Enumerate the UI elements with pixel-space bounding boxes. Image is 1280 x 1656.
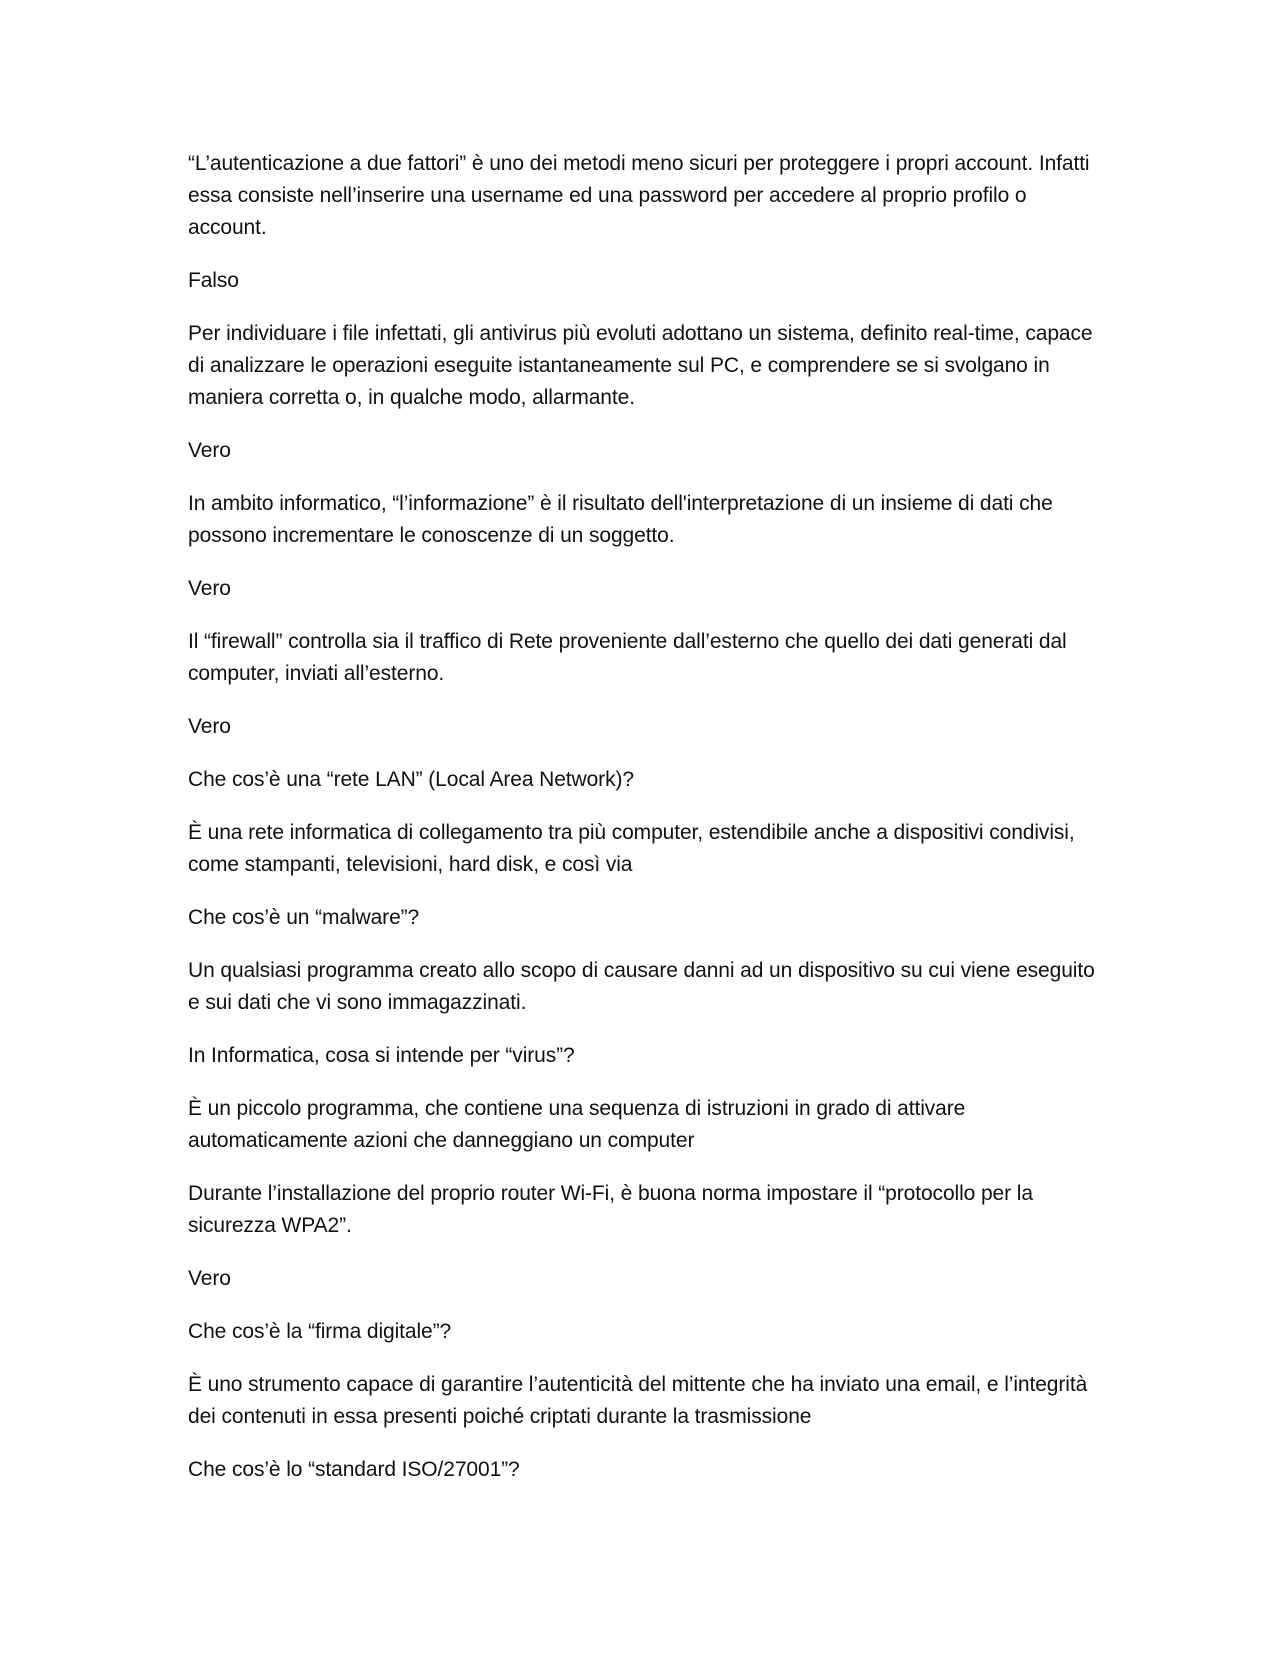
paragraph-answer-digital-signature: È uno strumento capace di garantire l’autenticità del mittente che ha inviato una email, e l’integrità dei contenuti in essa presenti poiché criptati durante la trasmissione <box>188 1373 1088 1428</box>
paragraph-answer-wpa2: Vero <box>188 1267 231 1290</box>
paragraph-question-information: In ambito informatico, “l’informazione” è il risultato dell'interpretazione di un insieme di dati che possono incrementare le conoscenze di un soggetto. <box>188 492 1053 547</box>
paragraph-question-antivirus: Per individuare i file infettati, gli antivirus più evoluti adottano un sistema, definito real-time, capace di analizzare le operazioni eseguite istantaneamente sul PC, e comprendere se si svolgano in maniera corretta o, in qualche modo, allarmante. <box>188 322 1093 409</box>
paragraph-question-malware: Che cos’è un “malware”? <box>188 906 420 929</box>
paragraph-answer-lan: È una rete informatica di collegamento tra più computer, estendibile anche a dispositivi condivisi, come stampanti, televisioni, hard disk, e così via <box>188 821 1075 876</box>
paragraph-answer-two-factor: Falso <box>188 269 239 292</box>
paragraph-question-virus: In Informatica, cosa si intende per “virus”? <box>188 1044 575 1067</box>
paragraph-question-lan: Che cos’è una “rete LAN” (Local Area Network)? <box>188 768 634 791</box>
paragraph-answer-virus: È un piccolo programma, che contiene una sequenza di istruzioni in grado di attivare automaticamente azioni che danneggiano un computer <box>188 1097 966 1152</box>
paragraph-question-firewall: Il “firewall” controlla sia il traffico di Rete proveniente dall’esterno che quello dei dati generati dal computer, inviati all’esterno. <box>188 630 1067 685</box>
paragraph-answer-information: Vero <box>188 577 231 600</box>
paragraph-answer-malware: Un qualsiasi programma creato allo scopo di causare danni ad un dispositivo su cui viene eseguito e sui dati che vi sono immagazzinati. <box>188 959 1095 1014</box>
paragraph-question-wpa2: Durante l’installazione del proprio router Wi-Fi, è buona norma impostare il “protocollo per la sicurezza WPA2”. <box>188 1182 1033 1237</box>
paragraph-answer-firewall: Vero <box>188 715 231 738</box>
paragraph-question-two-factor: “L’autenticazione a due fattori” è uno dei metodi meno sicuri per proteggere i propri account. Infatti essa consiste nell’inserire una username ed una password per accedere al proprio profilo o account. <box>188 152 1090 239</box>
paragraph-question-digital-signature: Che cos’è la “firma digitale”? <box>188 1320 452 1343</box>
paragraph-answer-antivirus: Vero <box>188 439 231 462</box>
paragraph-question-iso27001: Che cos’è lo “standard ISO/27001”? <box>188 1458 520 1481</box>
